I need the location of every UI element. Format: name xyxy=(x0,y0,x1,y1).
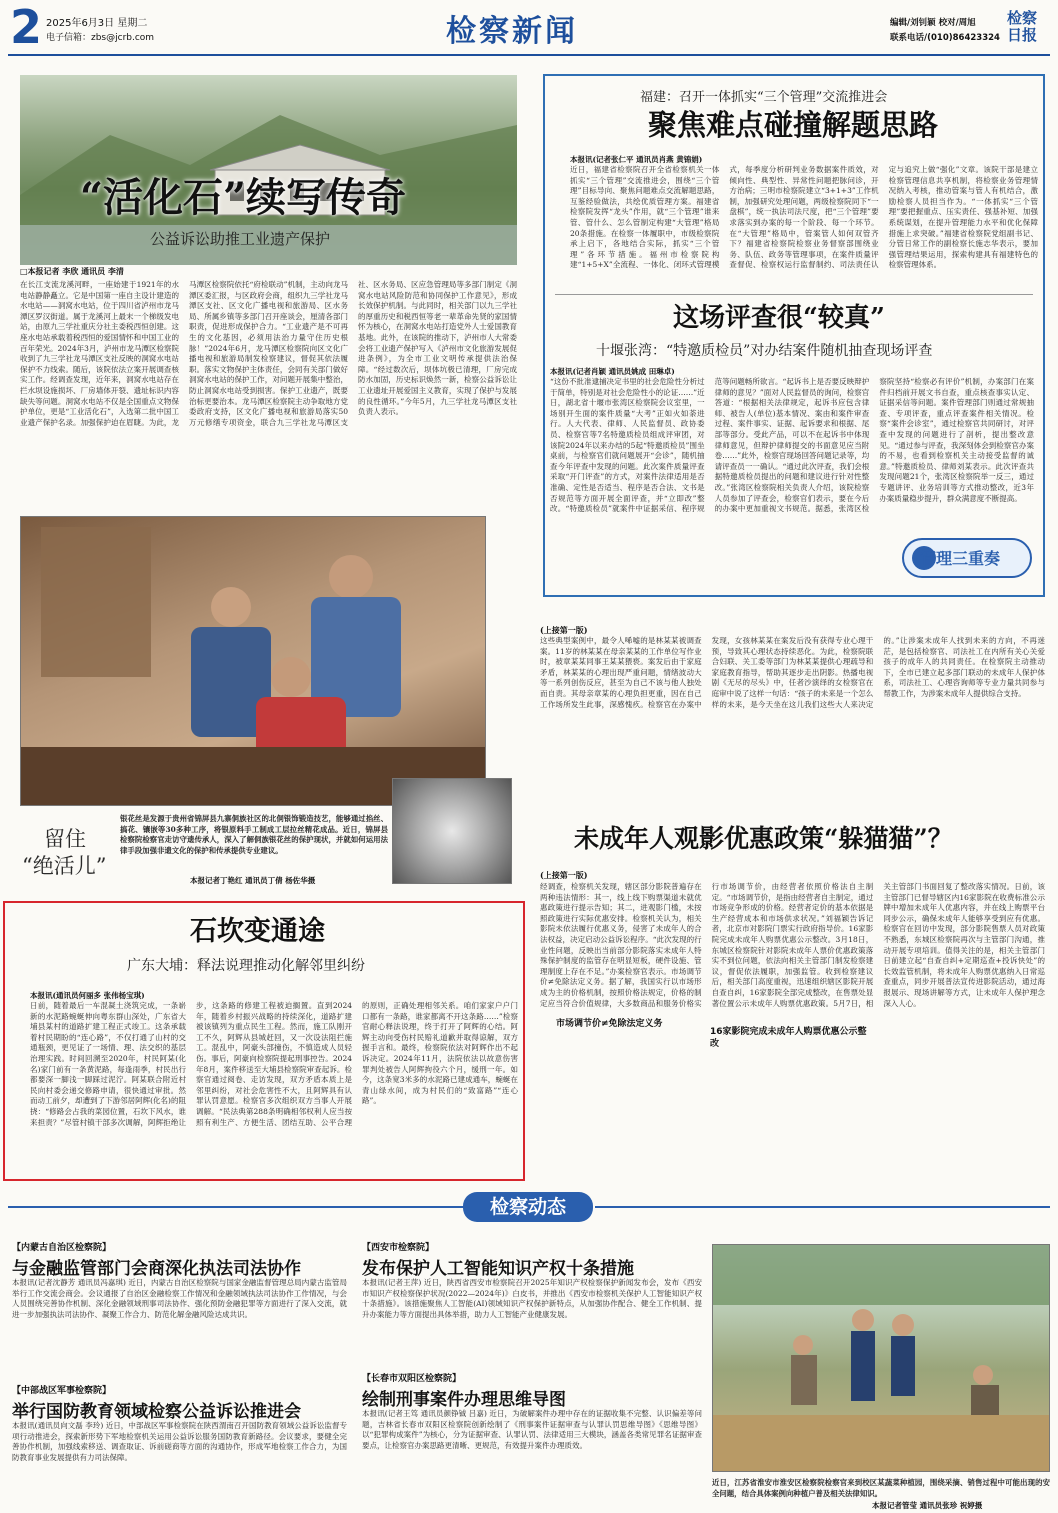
silver-craft-photo xyxy=(20,516,486,806)
news1-title: 与金融监管部门会商深化执法司法协作 xyxy=(12,1259,301,1279)
story5-title: 石坎变通途 xyxy=(190,916,325,947)
issue-email: 电子信箱：zbs@jcrb.com xyxy=(46,33,155,43)
header-rule xyxy=(8,54,1050,56)
bottom-band-rule-left xyxy=(8,1206,463,1208)
story2-title: 聚焦难点碰撞解题思路 xyxy=(648,108,939,142)
silver-photo-credit: 本报记者丁艳红 通讯员丁倩 杨佐华摄 xyxy=(190,876,316,885)
story4-kicker: (上接第一版) xyxy=(540,625,588,635)
farm-photo-caption: 近日，江苏省淮安市淮安区检察院检察官来到校区某蔬菜种植园，围绕采摘、销售过程中可能出现的安全问题，结合具体案例向种植户普及相关法律知识。 xyxy=(712,1478,1050,1498)
news3-region: 【西安市检察院】 xyxy=(362,1243,435,1253)
news2-region: 【中部战区军事检察院】 xyxy=(12,1386,112,1396)
management-badge xyxy=(902,538,1032,578)
story5-byline: 本报讯(通讯员何丽多 张伟杨宝琪) xyxy=(30,991,145,1000)
story4-kicker-2: (上接第一版) xyxy=(540,870,588,880)
news1-region: 【内蒙古自治区检察院】 xyxy=(12,1243,112,1253)
farm-scene xyxy=(713,1245,1050,1472)
craft-scene xyxy=(21,517,486,806)
silver-photo-caption: 银花丝是发源于贵州省锦屏县九寨侗族社区的北侗银饰锻造技艺，能够通过掐丝、搞花、镶嵌等30多种工序，将银原料手工制成工层拉丝精花成品。近日，锦屏县检察院检察官走访守遗传承人，深入了解侗族银花丝的保护现状，并就如何运用法律手段加强非遗文化的保护和传承提供专业建议。 xyxy=(120,814,388,855)
news4-region: 【长春市双阳区检察院】 xyxy=(362,1374,462,1384)
news3-title: 发布保护人工智能知识产权十条措施 xyxy=(362,1259,634,1279)
bottom-section-title: 检察动态 xyxy=(463,1192,593,1222)
story1-byline: □本报记者 李欣 通讯员 李清 xyxy=(20,266,124,276)
news2-title: 举行国防教育领域检察公益诉讼推进会 xyxy=(12,1402,301,1422)
story2-kicker: 福建：召开一体抓实“三个管理”交流推进会 xyxy=(640,90,888,105)
page-number: 2 xyxy=(10,0,43,54)
story5-body: 日前，随着最后一车混凝土浇筑完成，一条崭新的水泥路蜿蜒伸向粤东群山深处，广东省大埔县某村的道路扩建工程正式竣工。这条承载着村民期盼的“连心路”，不仅打通了山村的交通瓶颈，更见证了一场情、理、法交织的基层治理实践。时间回溯至2020年，村民阿某(化名)家门前有一条黄泥路，每逢雨季，村民出行都要深一脚浅一脚踩过泥泞。阿某联合附近村民向村委会递交修路申请，很快通过审批。然而动工前夕，却遭到了下游邻居阿辉(化名)的阻挠：“修路会占我的菜园位置，石坎下风水，谁来担责？”尽管村镇干部多次调解，阿辉拒绝让步，这条路的修建工程被迫搁置。直到2024年，随着乡村振兴战略的持续深化，道路扩建被该镇列为重点民生工程。然而，施工队刚开工不久，阿辉从县城赶回，又一次设法阻拦施工。混乱中，阿豪头部撞伤，不慎造成人员轻伤。事后，阿豪向检察院提起刑事控告。2024年8月，案件移送至大埔县检察院审查起诉。检察官通过阅卷、走访发现，双方矛盾本质上是邻里纠纷，对社会危害性不大，且阿辉具有认罪认罚意愿。检察官多次组织双方当事人开展调解。“民法典第288条明确相邻权利人应当按照有利生产、方便生活、团结互助、公平合理的原则，正确处理相邻关系。咱们家家户户门口都有一条路，谁家都离不开这条路……”检察官耐心释法说理，终于打开了阿辉的心结。阿辉主动向受伤村民赔礼道歉并取得谅解，双方握手言和。最终，检察院依法对阿辉作出不起诉决定。2024年11月，法院依法以故意伤害罪判处被告人阿辉拘役六个月，缓刑一年。如今，这条宽3米多的水泥路已建成通车，蜿蜒在青山绿水间，成为村民们的“致富路”“连心路”。 xyxy=(30,1001,518,1127)
news3-body: 本报讯(记者王萍) 近日，陕西省西安市检察院召开2025年知识产权检察保护新闻发布会，发布《西安市知识产权检察保护状况(2022—2024年)》白皮书，并推出《西安市检察机关保护人工智能知识产权十条措施》。该措施聚焦人工智能(AI)领域知识产权保护新特点，从加强协作配合、健全工作机制、提升办案能力等方面提出具体举措，助力人工智能产业健康发展。 xyxy=(362,1278,702,1319)
story3-title: 这场评查很“较真” xyxy=(673,303,885,333)
story4-title: 未成年人观影优惠政策“躲猫猫”？ xyxy=(574,824,953,853)
story4-body-top: 这些典型案例中，最令人唏嘘的是林某某被调查案。11岁的林某某在母亲某某的工作单位写作业时，被章某某同事王某某猥亵。案发后由于家庭矛盾，林某某的心理出现严重问题，情绪波动大等一系列创伤反应，甚至为自己不该与他人独处而自责。其母亲章某的心理负担更重，因在自己工作场所发生此事，深感愧疚。检察官在办案中发现，女孩林某某在案发后没有获得专业心理干预，导致其心理状态持续恶化。为此，检察院联合妇联、关工委等部门为林某某提供心理疏导和家庭教育指导，帮助其逐步走出阴影。热播电视剧《无尽的尽头》中，任者沙演绎的女检察官在庭审中说了这样一句话：“孩子的未来是一个怎么样的未来，是今天坐在这儿我们这些大人来决定的。”让涉案未成年人找到未来的方向，不再迷茫，是包括检察官、司法社工在内所有关心关爱孩子的成年人的共同责任。在检察院主动推动下，全市已建立起多部门联动的未成年人保护体系，司法社工、心理咨询师等专业力量共同参与帮教工作，为涉案未成年人提供综合支持。 xyxy=(540,636,1045,709)
photo-caption-title-2: “绝活儿” xyxy=(22,854,107,878)
story1-subtitle: 公益诉讼助推工业遗产保护 xyxy=(150,230,331,248)
news2-body: 本报讯(通讯员向文磊 李玲) 近日，中部战区军事检察院在陕西渭南召开国防教育领域公益诉讼监督专项行动推进会，探索新形势下军地检察机关运用公益诉讼服务国防教育新路径。会议要求，要健全完善协作机制，加强线索移送、调查取证、诉前磋商等方面的沟通协作，形成军地检察工作合力，为国防教育事业发展提供有力司法保障。 xyxy=(12,1421,347,1462)
contact-phone: 联系电话/(010)86423324 xyxy=(890,33,1000,43)
issue-date: 2025年6月3日 星期二 xyxy=(46,18,148,29)
news4-body: 本报讯(记者王笃 通讯员颜铮铖 吕嘉) 近日，为破解案件办理中存在的证据收集不完整、认识偏差等问题，吉林省长春市双阳区检察院创新绘制了《刑事案件证据审查与认罪认罚思维导图》《思维导图》以“犯罪构成案件”为核心，分为证据审查、认罪认罚、法律适用三大模块，涵盖各类常见罪名证据审查要点，让检察官办案思路更清晰、更规范，有效提升案件办理质效。 xyxy=(362,1409,702,1450)
editor-credit: 编辑/刘钊颖 校对/周旭 xyxy=(890,18,976,28)
news4-title: 绘制刑事案件办理思维导图 xyxy=(362,1390,566,1410)
photo-caption-title-1: 留住 xyxy=(44,827,86,851)
story1-title: “活化石”续写传奇 xyxy=(80,174,407,221)
silver-bracelet-photo xyxy=(392,778,512,884)
story3-body: “这份不批准逮捕决定书里的社会危险性分析过于简单，特别是对社会危险性小的论证……”近日，湖北省十堰市张湾区检察院会议室里，一场别开生面的案件质量“大考”正如火如荼进行。人大代表、律师、人民监督员、政协委员、检察官等7名特邀质检员组成评审团，对该院2024年以来办结的5起“特邀质检员”围坐桌前，与检察官们就问题展开“会诊”，随机抽查今年评查中发现的问题。此次案件质量评查采取“开门评查”的方式，对案件法律适用是否准确、定性是否适当、程序是否合法、文书是否规范等方面开展全面评查，并“立即改”整改。“特邀质检员”就案件中证据采信、程序规范等问题畅所欲言。“起诉书上是否要反映辩护律师的意见？”面对人民监督员的询问，检察官答道：“根据相关法律规定，起诉书应包含律师、被告人(单位)基本情况、案由和案件审查过程、案件事实、证据、起诉要求和根据、尾部等部分。受此产品，可以不在起诉书中体现律师意见，但辩护律师提交的书面意见应当附卷……”此外，检察官现场回答问题记录等，均请评查员一一确认。“通过此次评查，我们会根据特邀质检员提出的问题和建议进行针对性整改。”张湾区检察院相关负责人介绍，该院检察人员参加了评查会，检察官们表示，要在今后的办案中更加重视文书规范。据悉，张湾区检察院坚持“检察必有评价”机制，办案部门在案件归档前开展文书自查，重点核查事实认定、证据采信等问题。案件管理部门则通过常规抽查、专项评查，重点评查案件相关情况。检察“案件会诊室”，通过检察官共同研讨，对评查中发现的问题进行了剖析，提出整改意见。“通过参与评查，我深刻体会到检察官办案的不易，也看到检察机关主动接受监督的诚意。”特邀质检员、律师刘某表示。此次评查共发现问题21个，张湾区检察院举一反三，通过专题讲评、业务培训等方式推动整改，近3年办案质量稳步提升，群众满意度不断提高。 xyxy=(550,377,1034,514)
farm-visit-photo xyxy=(712,1244,1050,1472)
story5-subtitle: 广东大埔：释法说理推动化解邻里纠纷 xyxy=(127,958,365,974)
story4-section-head-2: 16家影院完成未成年人购票优惠公示整改 xyxy=(710,1024,870,1052)
news1-body: 本报讯(记者沈静芳 通讯员冯嘉琪) 近日，内蒙古自治区检察院与国家金融监督管理总局内蒙古监管局举行工作交流会商会。会议通报了自治区金融检察工作情况和金融领域执法司法协作工作情况，与会人员围绕完善协作机制、深化金融领域刑事司法协作、强化预防金融犯罪等方面进行了深入交流，就进一步加强执法司法协作、凝聚工作合力、防范化解金融风险达成共识。 xyxy=(12,1278,347,1319)
story4-section-head-1: 市场调节价≠免除法定义务 xyxy=(556,1014,663,1031)
bottom-band-rule-right xyxy=(595,1206,1050,1208)
story2-body: 近日，福建省检察院召开全省检察机关一体抓实“三个管理”交流推进会，围绕“三个管理”目标导向、聚焦问题难点交流解题思路，互鉴经验做法，共绘优质管理方案。福建省检察院发挥“龙头”作用，就“三个管理”谁来管、管什么、怎么管制定构建“大管理”格局20条措施。在检察一体履职中，市级检察院承上启下，各地结合实际，抓实“三个管理”各环节措施。福州市检察院构建“1+5+X”全流程、一体化、闭环式管理模式，每季度分析研判业务数据案件质效，对倾向性、典型性、异常性问题把脉问诊，开方治病；三明市检察院建立“3+1+3”工作机制，加强研究处理问题，两级检察院同下“一盘棋”，统一执法司法尺度，把“三个管理”要求落实到办案的每一个阶段、每一个环节。在“大管理”格局中，管案管人如何双管齐下？福建省检察院检察业务督察部围绕业务、队伍、政务等管理事项，在案件质量评查督促、检察权运行监督制约、司法责任认定与追究上做“强化”文章。该院干部是建立检察管理信息共享机制，将检察业务管理情况纳入考核，推动管案与管人有机结合，激励检察人员担当作为。“一体抓实“三个管理”要把握重点、压实责任、强基补短、加强系统谋划，在提升管理能力水平和优化保障措施上求突破。”福建省检察院党组副书记、分管日常工作的副检察长施志华表示，要加强管理结果运用，探索构建具有福建特色的检察管理体系。 xyxy=(570,165,1038,270)
story1-body: 在长江支流龙溪河畔，一座始建于1921年的水电站静静矗立。它是中国第一座自主设计建造的水电站——洞窝水电站，位于四川省泸州市龙马潭区罗汉街道。属于龙溪河上最末一个梯级发电站，由原九三学社重庆分社主委税西恒创建。这座水电站承载着税西恒的爱国情怀和中国工业的百年荣光。2024年3月，泸州市龙马潭区检察院收到了九三学社龙马潭区支社反映的洞窝水电站保护不力线索。随后，该院依法立案开展调查核实工作。经调查发现，近年来，洞窝水电站存在拦水坝设施损坏、厂房墙体开裂、遗址标识内容缺失等问题。洞窝水电站不仅是全国重点文物保护单位，更是“工业活化石”，入选第二批中国工业遗产保护名录。加强保护迫在眉睫。为此，龙马潭区检察院依托“府检联动”机制，主动向龙马潭区委汇报，与区政府会商，组织九三学社龙马潭区支社、区文化广播电视和旅游局、区水务局、所属乡镇等多部门召开座谈会，厘清各部门职责，促进形成保护合力。“工业遗产是不可再生的文化基因，必须用法治力量守住历史根脉！”2024年6月，龙马潭区检察院向区文化广播电视和旅游局制发检察建议，督促其依法履职。落实文物保护主体责任，会同有关部门做好洞窝水电站的保护工作，对问题开展集中整治，防止洞窝水电站受到损害。保护工业遗产，既要治标更要治本。龙马潭区检察院主动争取地方党委政府支持，区文化广播电视和旅游局落实50万元修缮专项资金，联合九三学社龙马潭区支社、区水务局、区应急管理局等多部门制定《洞窝水电站风险防范和协同保护工作意见》，形成长效保护机制。与此同时，相关部门以九三学社的厚重历史和税西恒等老一辈革命先贤的家国情怀为核心，在洞窝水电站打造党外人士爱国教育基地。此外，在该院的推动下，泸州市人大常委会将工业遗产保护写入《泸州市文化旅游发展促进条例》，为全市工业文明传承提供法治保障。“经过数次后，坝体坑极已清理，厂房完成防水加固，历史标识焕然一新，检察公益诉讼让工业遗址开展爱国主义教育，实现了保护与发展的良性循环。”今年5月，九三学社龙马潭区支社负责人表示。 xyxy=(20,280,517,427)
story2-divider xyxy=(555,294,1033,295)
farm-photo-credit: 本报记者管莹 通讯员张珍 祝婷摄 xyxy=(872,1501,983,1510)
story3-byline: 本报讯(记者肖颖 通讯员姚成 田琳卓) xyxy=(550,367,675,376)
story3-subtitle: 十堰张湾：“特邀质检员”对办结案件随机抽查现场评查 xyxy=(596,343,933,359)
section-title: 检察新闻 xyxy=(446,14,578,49)
management-badge-text: 管理三重奏 xyxy=(920,549,1001,568)
newspaper-logo: 检察日报 xyxy=(1006,9,1037,44)
story2-byline: 本报讯(记者张仁平 通讯员肖燕 黄锦娟) xyxy=(570,155,703,164)
story4-body-bottom: 经调查，检察机关发现，辖区部分影院普遍存在两种违法情形：其一，线上线下购票渠道未就优惠政策进行提示告知；其二，进观影门槛，未按照政策进行实际优惠安排。检察机关认为，相关影院未依法履行优惠义务，侵害了未成年人的合法权益，决定启动公益诉讼程序。“此次发现的行业性问题，反映出当前部分影院落实未成年人特殊保护制度的监管存在明显短板，硬件设施、管理制度上存在不足。”办案检察官表示。市场调节价≠免除法定义务。据了解，我国实行以市场形成为主的价格机制，按照价格法规定，价格的制定应当符合价值规律，大多数商品和服务价格实行市场调节价，由经营者依照价格法自主制定。“市场调节价，是指由经营者自主制定，通过市场竞争形成的价格。经营者定价的基本依据是生产经营成本和市场供求状况。”刘福颖告诉记者，北京市对影院门票实行政府指导价。16家影院完成未成年人购票优惠公示整改。3月18日，东城区检察院针对影院未成年人票价优惠政策落实不到位问题，依法向相关主管部门制发检察建议，督促依法履职，加强监管。收到检察建议后，相关部门高度重视，迅速组织辖区影院开展自查自纠，16家影院全部完成整改，在售票处显著位置公示未成年人购票优惠政策。5月7日，相关主管部门书面回复了整改落实情况。日前，该主管部门已督导辖区内16家影院在收费标准公示牌中增加未成年人优惠内容，并在线上购票平台同步公示，确保未成年人能够享受到应有优惠。检察官在回访中发现，部分影院售票人员对政策不熟悉，东城区检察院再次与主管部门沟通，推动开展专项培训。值得关注的是，相关主管部门日前建立起“自查自纠+定期巡查+投诉快处”的长效监管机制，将未成年人购票优惠纳入日常巡查重点，同步开展普法宣传进影院活动，通过海报展示、现场讲解等方式，让未成年人保护理念深入人心。 xyxy=(540,882,1045,1008)
